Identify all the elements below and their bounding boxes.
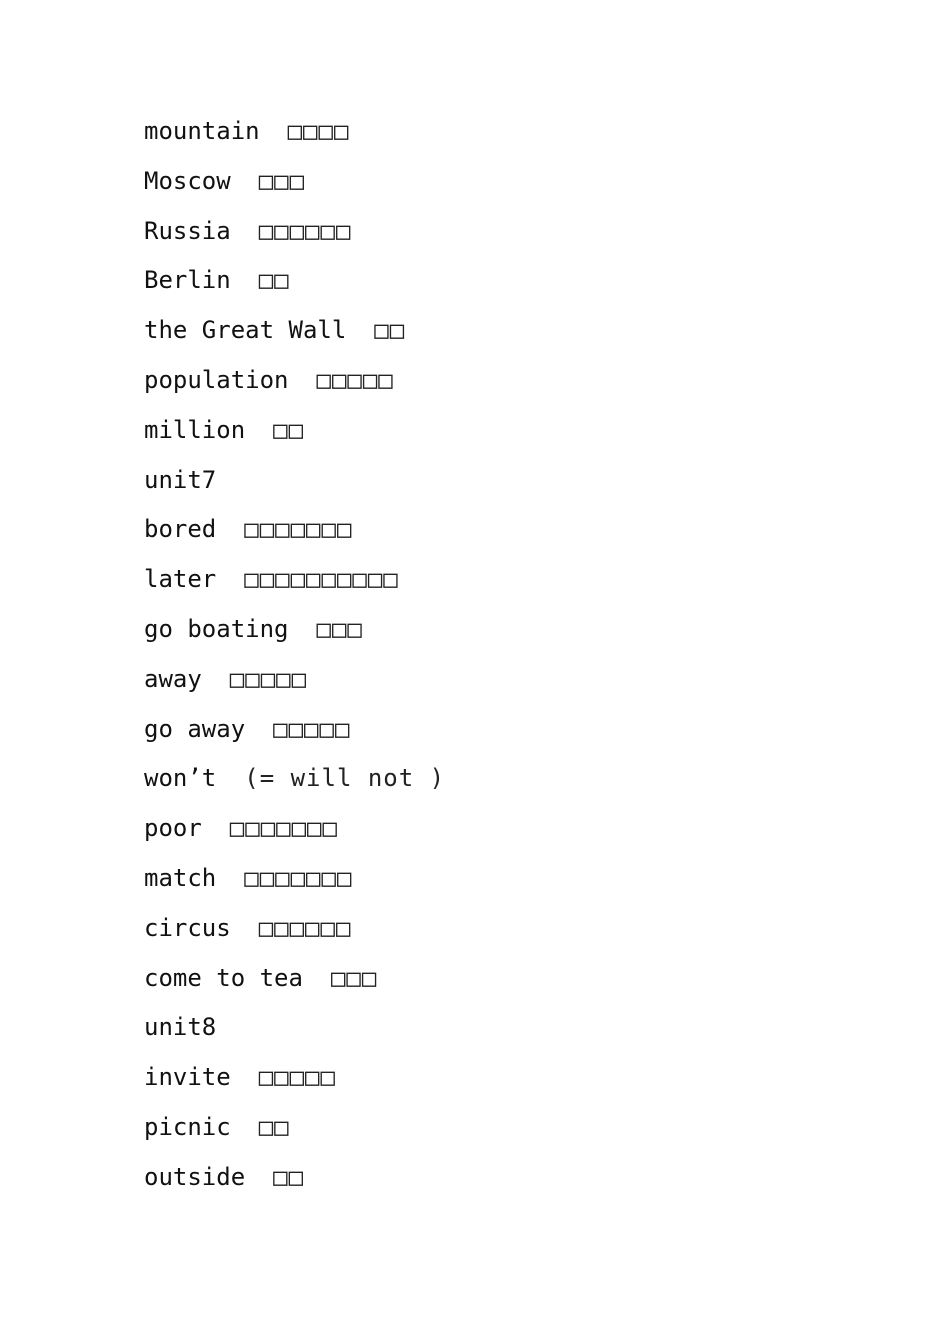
vocab-line	[144, 411, 445, 461]
vocab-line	[144, 959, 445, 1009]
vocab-line	[144, 361, 445, 411]
vocab-word: mountain	[144, 117, 260, 145]
vocab-line	[144, 510, 445, 560]
vocab-line	[144, 909, 445, 959]
vocab-word: later	[144, 565, 217, 594]
vocab-gloss: □□	[258, 1112, 290, 1141]
vocab-word: Russia	[144, 216, 231, 245]
vocab-line	[144, 1108, 445, 1158]
vocab-gloss: □□□	[330, 963, 378, 992]
vocab-gloss: □□□□□	[273, 714, 351, 743]
vocab-line	[144, 610, 445, 660]
vocab-line	[144, 1058, 445, 1108]
vocab-word: population	[144, 365, 289, 394]
vocab-word: million	[144, 415, 246, 444]
vocab-word: away	[144, 664, 202, 693]
vocab-line	[144, 809, 445, 859]
vocab-line	[144, 560, 445, 610]
vocab-word: bored	[144, 515, 217, 544]
unit-heading: unit8	[144, 1013, 217, 1042]
vocab-gloss: □□□□□□□	[244, 863, 353, 892]
vocab-word: picnic	[144, 1112, 231, 1141]
vocab-word: outside	[144, 1162, 246, 1191]
vocab-word: Moscow	[144, 166, 231, 195]
vocab-line	[144, 162, 445, 212]
vocab-gloss: □□□	[258, 166, 306, 195]
vocab-word: circus	[144, 913, 231, 942]
section-heading	[144, 1008, 445, 1058]
vocab-gloss: □□□□□□	[258, 913, 352, 942]
vocab-gloss: □□	[374, 316, 406, 345]
vocab-line	[144, 311, 445, 361]
vocab-word: match	[144, 863, 217, 892]
vocab-word: go away	[144, 714, 246, 743]
vocab-word: come to tea	[144, 963, 303, 992]
vocab-gloss: □□□□□□□□□□	[244, 565, 399, 594]
vocab-line	[144, 859, 445, 909]
vocab-line	[144, 261, 445, 311]
vocab-line	[144, 759, 445, 809]
vocab-word: invite	[144, 1063, 231, 1092]
vocab-gloss: (= will not )	[244, 764, 446, 793]
vocab-word: the Great Wall	[144, 316, 347, 345]
vocab-word: won’t	[144, 764, 217, 793]
unit-heading: unit7	[144, 465, 217, 494]
vocab-line	[144, 660, 445, 710]
vocab-gloss: □□	[273, 415, 305, 444]
vocab-word: poor	[144, 814, 202, 843]
vocab-gloss: □□□□□	[316, 365, 394, 394]
vocab-gloss: □□□□□□□	[244, 515, 353, 544]
vocab-gloss: □□□□□□□	[229, 814, 338, 843]
section-heading	[144, 461, 445, 511]
vocab-word: go boating	[144, 614, 289, 643]
vocab-word: Berlin	[144, 266, 231, 295]
vocab-line	[144, 710, 445, 760]
vocab-line	[144, 112, 445, 162]
vocab-line	[144, 1158, 445, 1208]
vocab-gloss: □□□□□□	[258, 216, 352, 245]
vocab-gloss: □□	[258, 266, 290, 295]
vocab-gloss: □□□□□	[258, 1063, 336, 1092]
vocab-line	[144, 212, 445, 262]
vocab-gloss: □□□□	[287, 117, 350, 145]
vocab-gloss: □□□□□	[229, 664, 308, 693]
vocab-gloss: □□	[273, 1162, 305, 1191]
vocab-gloss: □□□	[316, 614, 363, 643]
vocabulary-list	[144, 112, 445, 1208]
